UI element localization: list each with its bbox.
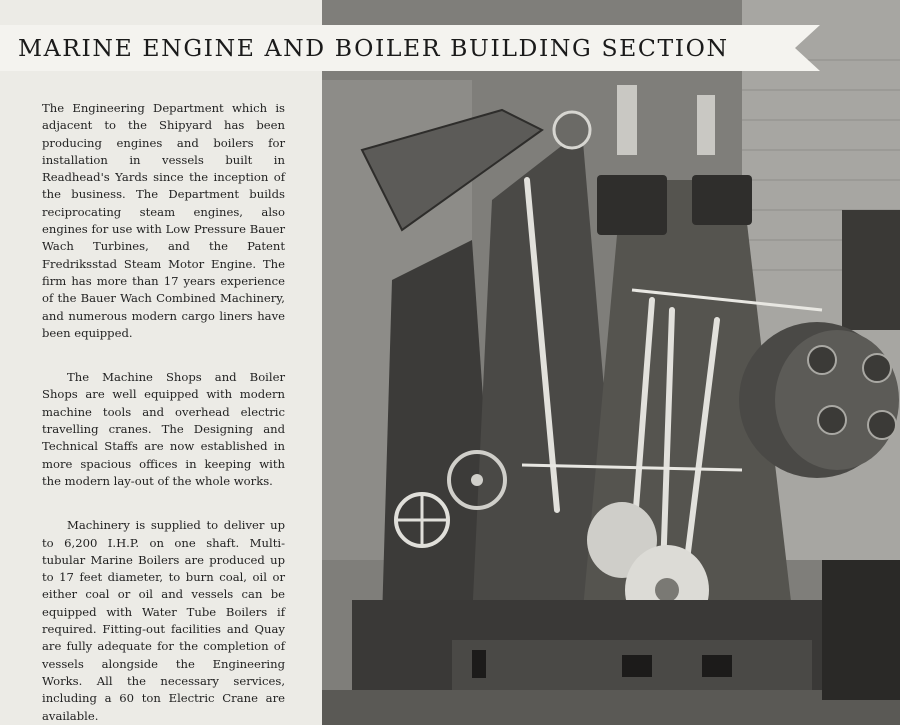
engine-illustration (322, 0, 900, 725)
paragraph-engineering-department: The Engineering Department which is adjacent to the Shipyard has been producing engines and boilers for installation in vessels built in Readhead's Yards since the inception of the business. The Department builds reciprocating steam engines, also engines for use with Low Pressure Bauer Wach Turbines, and the Patent Fredriksstad Steam Motor Engine. The firm has more than 17 years experience of the Bauer Wach Combined Machinery, and numerous modern cargo liners have been equipped. (42, 101, 285, 340)
paragraph-machine-shops: The Machine Shops and Boiler Shops are well equipped with modern machine tools and overhead electric travelling cranes. The Designing and Technical Staffs are now established in more spacious offices in keeping with the modern lay-out of the whole works. (42, 370, 285, 488)
body-text-column (42, 100, 285, 725)
marine-engine-photo (322, 0, 900, 725)
page-title: MARINE ENGINE AND BOILER BUILDING SECTION (18, 34, 729, 62)
paragraph-machinery-supply: Machinery is supplied to deliver up to 6,200 I.H.P. on one shaft. Multi-tubular Marine Boilers are produced up to 17 feet diameter, to burn coal, oil or either coal or oil and vessels can be equipped with Water Tube Boilers if required. Fitting-out facilities and Quay are fully adequate for the completion of vessels alongside the Engineering Works. All the necessary services, including a 60 ton Electric Crane are available. (42, 518, 285, 723)
